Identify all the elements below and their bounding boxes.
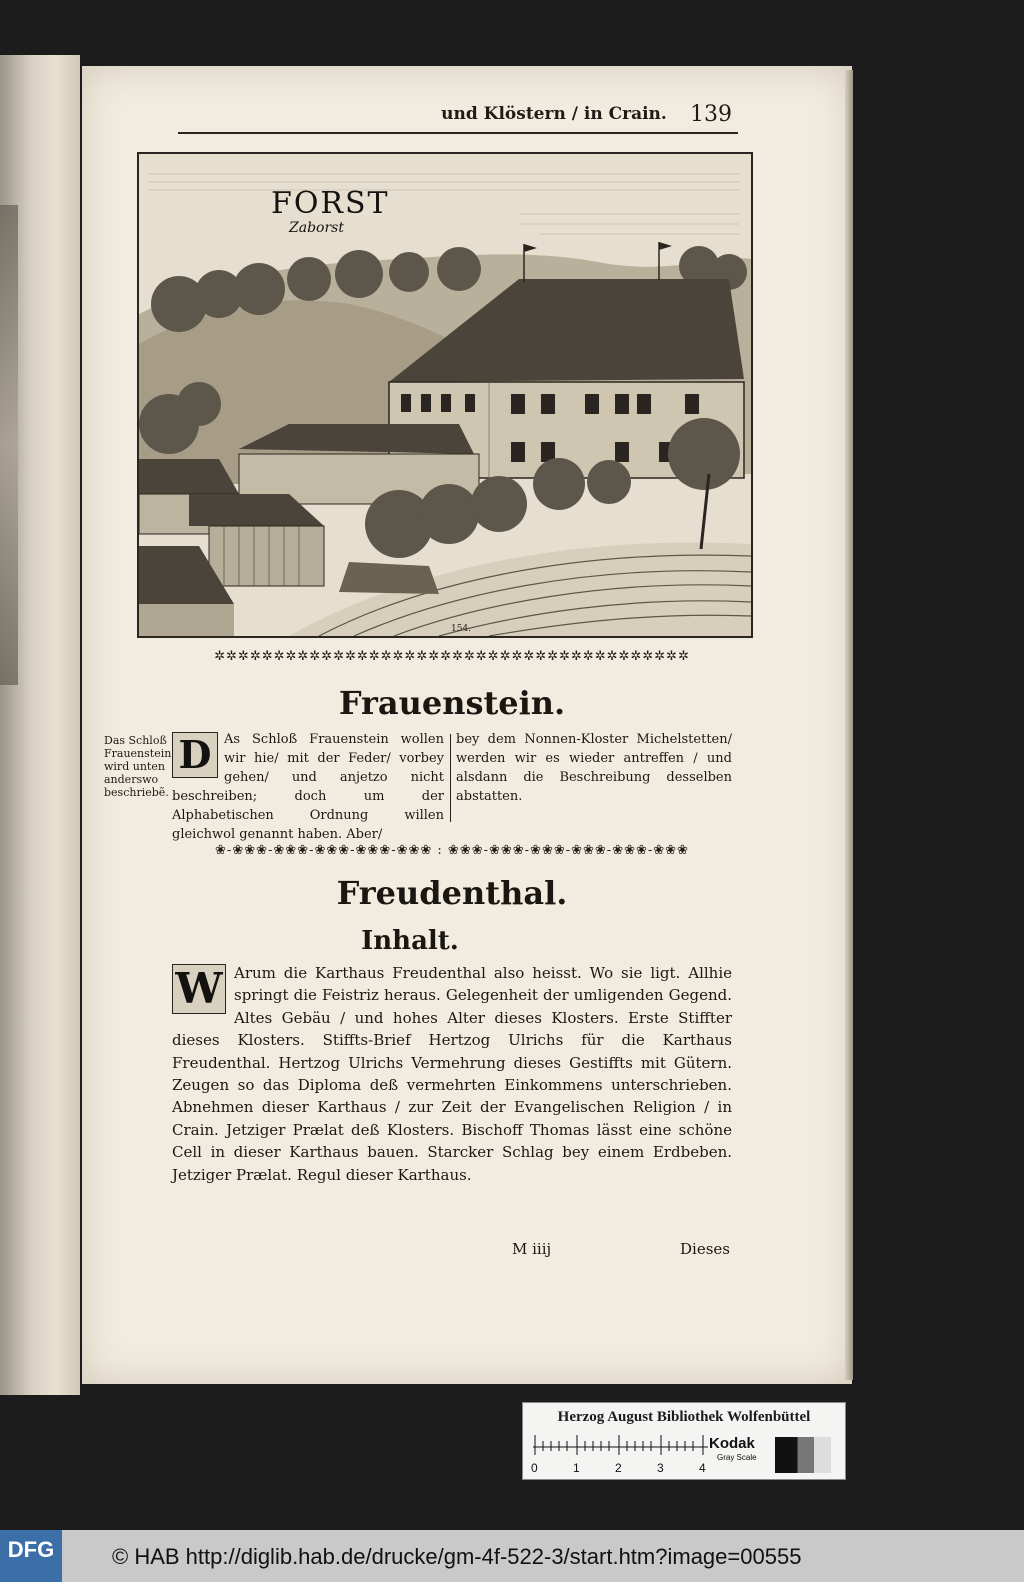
engraving-plate: [137, 152, 753, 638]
contents-paragraph: [172, 962, 732, 1186]
plate-number: 154.: [451, 624, 472, 634]
plate-title: FORST: [271, 186, 390, 221]
drop-cap-w: W: [172, 964, 226, 1014]
contents-text: Arum die Karthaus Freudenthal also heisst. Wo sie ligt. Allhie springt die Feistriz heraus. Gelegenheit der umligenden Gegend. Altes Gebäu / und hohes Alter dieses Klosters. Erste Stiffter dieses Klosters. Stiffts-Brief Hertzog Ulrichs für die Karthaus Freudenthal. Hertzog Ulrichs Vermehrung dieses Gestiffts mit Gütern. Zeugen so das Diploma deß vermehrten Einkommens unterschrieben. Abnehmen dieser Karthaus / zur Zeit der Evangelischen Religion / in Crain. Jetziger Prælat deß Klosters. Bischoff Thomas lässt eine schöne Cell in dieser Karthaus bauen. Starcker Schlag bey einem Erdbeben. Jetziger Prælat. Regul dieser Karthaus.: [172, 964, 732, 1184]
dfg-logo: DFG: [0, 1530, 62, 1582]
previous-page-engraving: [0, 205, 18, 685]
footer-bar: [0, 1530, 1024, 1582]
gray-scale-patches: [775, 1437, 831, 1473]
section-heading-freudenthal: Freudenthal.: [336, 874, 568, 912]
column-divider: [450, 734, 451, 822]
left-column-text: As Schloß Frauenstein wollen wir hie/ mit der Feder/ vorbey gehen/ und anjetzo nicht beschreiben; doch um der Alphabetischen Ordnung willen gleichwol genannt haben. Aber/: [172, 732, 444, 842]
ruler-tick-4: 4: [699, 1461, 706, 1475]
footer-copyright-link[interactable]: © HAB http://diglib.hab.de/drucke/gm-4f-522-3/start.htm?image=00555: [112, 1544, 802, 1569]
kodak-gray-scale-label: Gray Scale: [717, 1453, 757, 1462]
library-name: Herzog August Bibliothek Wolfenbüttel: [557, 1409, 811, 1425]
ruler-tick-0: 0: [531, 1461, 538, 1475]
plate-subtitle: Zaborst: [289, 220, 344, 236]
ruler-tick-2: 2: [615, 1461, 622, 1475]
ornament-divider: ✲✲✲✲✲✲✲✲✲✲✲✲✲✲✲✲✲✲✲✲✲✲✲✲✲✲✲✲✲✲✲✲✲✲✲✲✲✲✲✲: [214, 650, 690, 664]
ruler-icon: [533, 1435, 713, 1459]
running-head: und Klöstern / in Crain.: [441, 104, 667, 124]
signature-mark: M iiij: [512, 1240, 552, 1258]
margin-note: Das Schloß Frauenstein wird unten anderswo beschriebẽ.: [104, 734, 172, 799]
two-column-text: [172, 730, 732, 842]
kodak-color-strip: [522, 1402, 846, 1480]
kodak-brand: Kodak: [709, 1435, 755, 1452]
ruler-tick-3: 3: [657, 1461, 664, 1475]
previous-page-edge: [0, 55, 80, 1395]
page-header: [178, 104, 738, 134]
castle-engraving-drawing: [139, 154, 751, 636]
drop-cap: D: [172, 732, 218, 778]
left-column: [172, 730, 444, 844]
ruler-tick-1: 1: [573, 1461, 580, 1475]
ornament-divider-2: ❀-❀❀❀-❀❀❀-❀❀❀-❀❀❀-❀❀❀ : ❀❀❀-❀❀❀-❀❀❀-❀❀❀-❀❀❀-❀❀❀: [215, 844, 689, 858]
page-number: 139: [690, 102, 732, 127]
right-column: bey dem Nonnen-Kloster Michelstetten/ werden wir es wieder antreffen / und alsdann die Beschreibung desselben abstatten.: [456, 732, 732, 804]
page-edge: [845, 70, 853, 1380]
contents-heading: Inhalt.: [361, 926, 459, 956]
section-heading-frauenstein: Frauenstein.: [338, 684, 566, 722]
catchword: Dieses: [680, 1240, 730, 1258]
